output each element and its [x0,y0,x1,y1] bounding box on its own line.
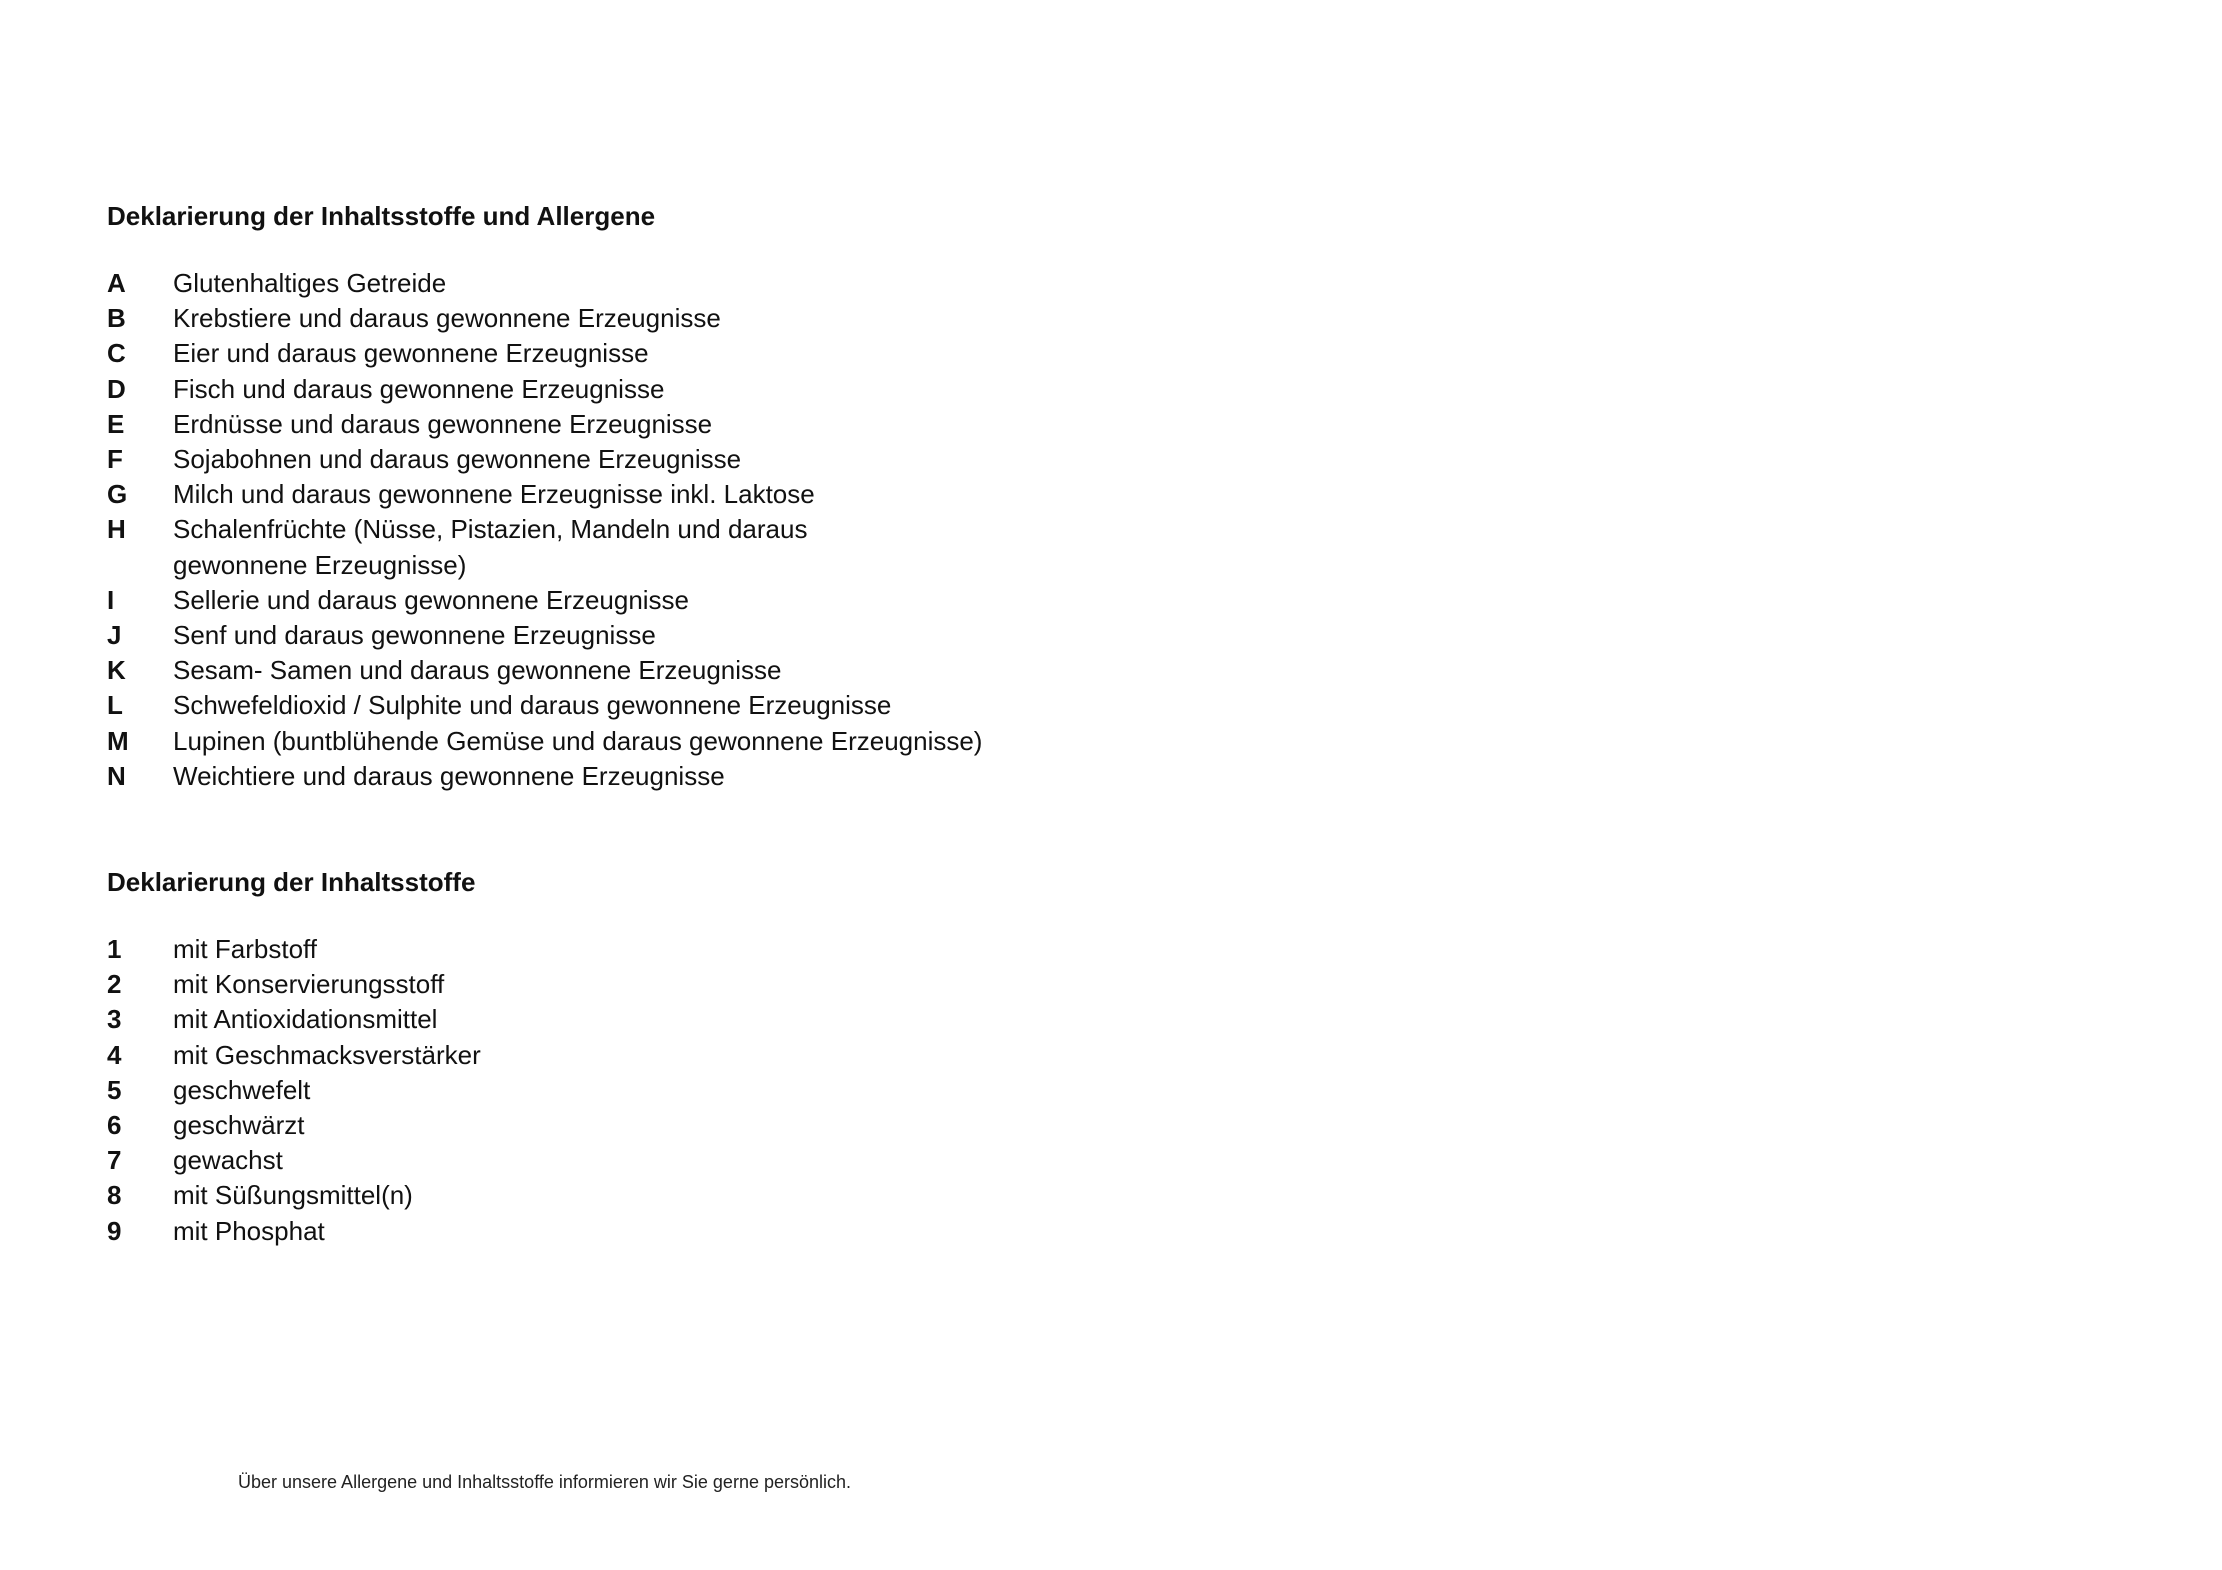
additive-code: 3 [107,1004,122,1035]
allergens-section [107,196,982,794]
allergen-text: Eier und daraus gewonnene Erzeugnisse [173,338,649,369]
additive-text: geschwefelt [173,1074,311,1105]
allergen-code: D [107,373,126,404]
allergens-heading: Deklarierung der Inhaltsstoffe und Allergene [107,201,656,231]
allergen-item-g [107,477,982,512]
additive-item-1 [107,932,481,967]
allergen-code: I [107,584,115,615]
allergen-item-i [107,583,982,618]
allergen-code: H [107,514,126,545]
allergen-item-d [107,372,982,407]
allergen-item-f [107,442,982,477]
allergen-item-a [107,266,982,301]
allergen-code: B [107,303,126,334]
allergen-item-h [107,512,982,582]
allergens-list [107,266,982,794]
additive-item-2 [107,967,481,1002]
allergen-code: M [107,725,129,756]
additive-item-7 [107,1143,481,1178]
allergen-text: Senf und daraus gewonnene Erzeugnisse [173,620,656,651]
allergen-text: Krebstiere und daraus gewonnene Erzeugnisse [173,303,721,334]
additives-list [107,932,481,1249]
allergen-code: F [107,444,123,475]
additive-code: 8 [107,1180,122,1211]
allergen-text: Schwefeldioxid / Sulphite und daraus gewonnene Erzeugnisse [173,690,892,721]
additive-item-5 [107,1073,481,1108]
additive-text: geschwärzt [173,1110,305,1141]
allergen-text: Schalenfrüchte (Nüsse, Pistazien, Mandeln und daraus gewonnene Erzeugnisse) [173,514,808,580]
allergen-code: N [107,760,126,791]
allergen-code: A [107,268,126,298]
allergen-text: Glutenhaltiges Getreide [173,268,447,298]
additive-code: 1 [107,934,122,964]
additive-item-9 [107,1214,481,1249]
allergen-item-m [107,724,982,759]
additives-heading: Deklarierung der Inhaltsstoffe [107,867,476,897]
additive-item-3 [107,1002,481,1037]
allergen-code: J [107,620,122,651]
additive-text: gewachst [173,1145,283,1176]
additive-code: 4 [107,1039,122,1070]
additive-text: mit Farbstoff [173,934,318,964]
allergen-text: Sesam- Samen und daraus gewonnene Erzeugnisse [173,655,782,686]
allergen-text: Milch und daraus gewonnene Erzeugnisse inkl. Laktose [173,479,815,510]
allergen-item-e [107,407,982,442]
additive-item-4 [107,1038,481,1073]
allergen-text: Sojabohnen und daraus gewonnene Erzeugnisse [173,444,742,475]
additive-code: 2 [107,969,122,1000]
allergen-text: Weichtiere und daraus gewonnene Erzeugnisse [173,760,725,791]
additive-code: 9 [107,1215,122,1246]
allergen-text: Fisch und daraus gewonnene Erzeugnisse [173,373,665,404]
additive-text: mit Antioxidationsmittel [173,1004,438,1035]
allergen-text: Lupinen (buntblühende Gemüse und daraus gewonnene Erzeugnisse) [173,725,983,756]
allergen-text: Sellerie und daraus gewonnene Erzeugnisse [173,584,690,615]
additive-text: mit Süßungsmittel(n) [173,1180,413,1211]
additive-text: mit Geschmacksverstärker [173,1039,481,1070]
allergen-item-c [107,336,982,371]
allergen-code: E [107,408,125,439]
allergen-code: L [107,690,123,721]
additive-code: 6 [107,1110,122,1141]
allergen-item-l [107,688,982,723]
allergen-code: G [107,479,128,510]
additive-code: 7 [107,1145,122,1176]
allergen-item-n [107,759,982,794]
additive-text: mit Konservierungsstoff [173,969,445,1000]
allergen-code: K [107,655,126,686]
additive-item-8 [107,1178,481,1213]
footer-note: Über unsere Allergene und Inhaltsstoffe informieren wir Sie gerne persönlich. [238,1472,852,1492]
additives-section [107,862,481,1249]
allergen-text: Erdnüsse und daraus gewonnene Erzeugnisse [173,408,713,439]
allergen-item-b [107,301,982,336]
allergen-item-j [107,618,982,653]
allergen-item-k [107,653,982,688]
allergen-code: C [107,338,126,369]
additive-text: mit Phosphat [173,1215,325,1246]
additive-code: 5 [107,1074,122,1105]
additive-item-6 [107,1108,481,1143]
